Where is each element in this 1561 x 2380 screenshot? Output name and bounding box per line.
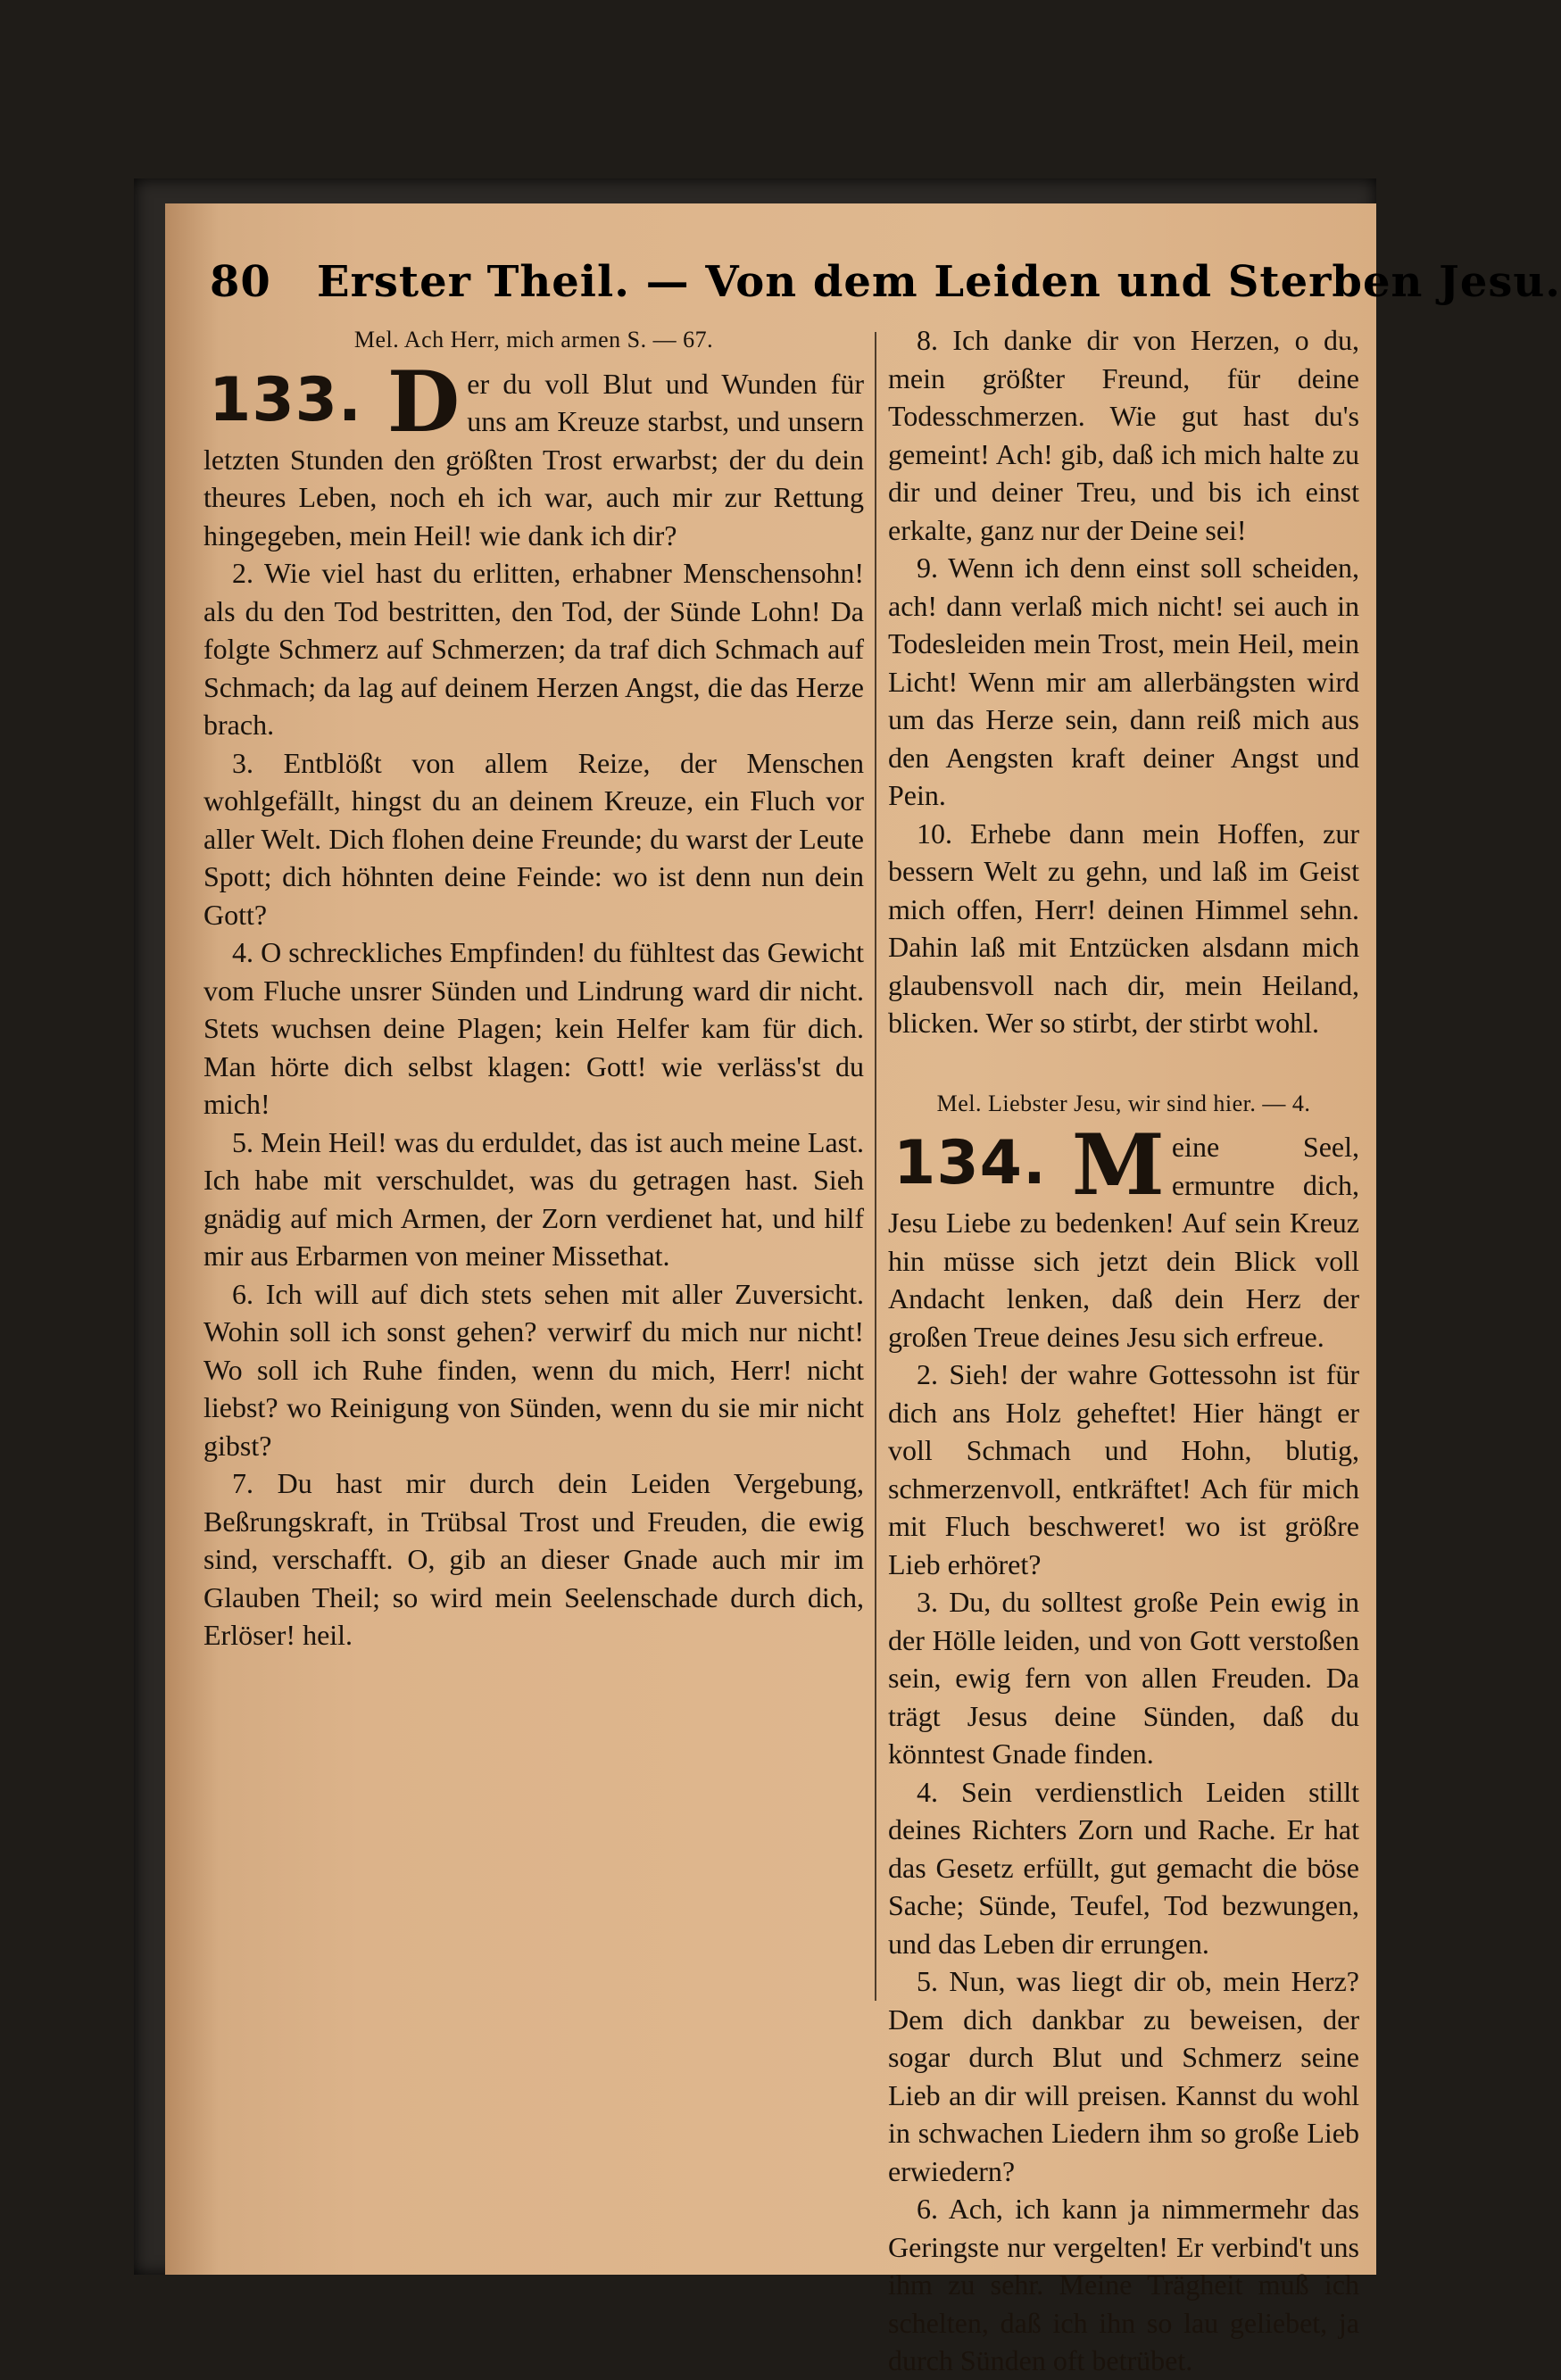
hymn-134-verse-5: 5. Nun, was liegt dir ob, mein Herz? Dem dich dankbar zu beweisen, der sogar durch Blut und Schmerz seine Lieb an dir will preisen. Kannst du wohl in schwachen Liedern ihm so große Lieb erwiedern? xyxy=(888,1965,1359,2187)
running-title: Erster Theil. — Von dem Leiden und Sterben Jesu. xyxy=(317,257,1561,307)
hymn-134-verse-3: 3. Du, du solltest große Pein ewig in der Hölle leiden, und von Gott verstoßen sein, ewig fern von allen Freuden. Da trägt Jesus deine Sünden, daß du könntest Gnade finden. xyxy=(888,1586,1359,1770)
left-column xyxy=(203,321,864,1654)
right-column xyxy=(888,321,1359,2380)
hymn-133-verse-4: 4. O schreckliches Empfinden! du fühltest das Gewicht vom Fluche unsrer Sünden und Lindrung ward dir nicht. Stets wuchsen deine Plagen; kein Helfer kam für dich. Man hörte dich selbst klagen: Gott! wie verläss'st du mich! xyxy=(203,936,864,1120)
hymn-133-verse-5: 5. Mein Heil! was du erduldet, das ist auch meine Last. Ich habe mit verschuldet, was du getragen hast. Sieh gnädig auf mich Armen, der Zorn verdienet hat, und hilf mir aus Erbarmen von meiner Missethat. xyxy=(203,1125,864,1272)
hymn-133-verse-6: 6. Ich will auf dich stets sehen mit aller Zuversicht. Wohin soll ich sonst gehen? verwirf du mich nur nicht! Wo soll ich Ruhe finden, wenn du mich, Herr! nicht liebst? wo Reinigung von Sünden, wenn du sie mir nicht gibst? xyxy=(203,1277,864,1462)
hymn-133-verse-7: 7. Du hast mir durch dein Leiden Vergebung, Beßrungskraft, in Trübsal Trost und Freuden, die ewig sind, verschafft. O, gib an dieser Gnade auch mir im Glauben Theil; so wird mein Seelenschade durch dich, Erlöser! heil. xyxy=(203,1467,864,1651)
hymn-134-number: 134. xyxy=(893,1128,1047,1198)
hymn-134-melody: Mel. Liebster Jesu, wir sind hier. — 4. xyxy=(936,1090,1311,1116)
hymn-134-verse-1: eine Seel, ermuntre dich, Jesu Liebe zu bedenken! Auf sein Kreuz hin müsse sich jetzt dein Blick voll Andacht lenken, daß dein Herz der großen Treue deines Jesu sich erfreue. xyxy=(888,1131,1359,1353)
hymn-133-verse-2: 2. Wie viel hast du erlitten, erhabner Menschensohn! als du den Tod bestritten, den Tod, der Sünde Lohn! Da folgte Schmerz auf Schmerzen; da traf dich Schmach auf Schmach; da lag auf deinem Herzen Angst, die das Herze brach. xyxy=(203,557,864,741)
hymn-133-verse-9: 9. Wenn ich denn einst soll scheiden, ach! dann verlaß mich nicht! sei auch in Todesleiden mein Trost, mein Heil, mein Licht! Wenn mir am allerbängsten wird um das Herze sein, dann reiß mich aus den Aengsten kraft deiner Angst und Pein. xyxy=(888,551,1359,811)
hymn-133-melody: Mel. Ach Herr, mich armen S. — 67. xyxy=(353,327,714,352)
hymn-133-verse-8: 8. Ich danke dir von Herzen, o du, mein größter Freund, für deine Todesschmerzen. Wie gut hast du's gemeint! Ach! gib, daß ich mich halte zu dir und deiner Treu, und bis ich einst erkalte, ganz nur der Deine sei! xyxy=(888,324,1359,546)
hymn-133-verse-1: er du voll Blut und Wunden für uns am Kreuze starbst, und unsern letzten Stunden den größten Trost erwarbst; der du dein theures Leben, noch eh ich war, auch mir zur Rettung hingegeben, mein Heil! wie dank ich dir? xyxy=(203,367,864,551)
page-header xyxy=(210,252,1561,323)
hymn-134-verse-6: 6. Ach, ich kann ja nimmermehr das Geringste nur vergelten! Er verbind't uns ihm zu sehr. Meine Trägheit muß ich schelten, daß ich ihn so lau geliebet, ja durch Sünden oft betrübet. xyxy=(888,2193,1359,2376)
column-divider xyxy=(875,332,876,2001)
hymn-133 xyxy=(203,352,864,1654)
hymn-133-verse-10: 10. Erhebe dann mein Hoffen, zur bessern Welt zu gehn, und laß im Geist mich offen, Herr! deinen Himmel sehn. Dahin laß mit Entzücken alsdann mich glaubensvoll nach dir, mein Heiland, blicken. Wer so stirbt, der stirbt wohl. xyxy=(888,817,1359,1039)
hymn-133-verse-3: 3. Entblößt von allem Reize, der Menschen wohlgefällt, hingst du an deinem Kreuze, ein Fluch vor aller Welt. Dich flohen deine Freunde; du warst der Leute Spott; dich höhnten deine Feinde: wo ist denn nun dein Gott? xyxy=(203,746,864,931)
hymn-133-dropcap: D xyxy=(386,352,461,452)
hymn-134-verse-2: 2. Sieh! der wahre Gottessohn ist für dich ans Holz geheftet! Hier hängt er voll Schmach und Hohn, blutig, schmerzenvoll, entkräftet! Ach für mich mit Fluch beschweret! wo ist größre Lieb erhöret? xyxy=(888,1358,1359,1580)
hymn-134-verse-4: 4. Sein verdienstlich Leiden stillt deines Richters Zorn und Rache. Er hat das Gesetz erfüllt, gut gemacht die böse Sache; Sünde, Teufel, Tod bezwungen, und das Leben dir errungen. xyxy=(888,1775,1359,1960)
page-number: 80 xyxy=(210,257,271,307)
hymn-134-dropcap: M xyxy=(1071,1116,1165,1215)
hymn-134 xyxy=(888,1116,1359,2380)
hymn-133-number: 133. xyxy=(209,364,362,435)
